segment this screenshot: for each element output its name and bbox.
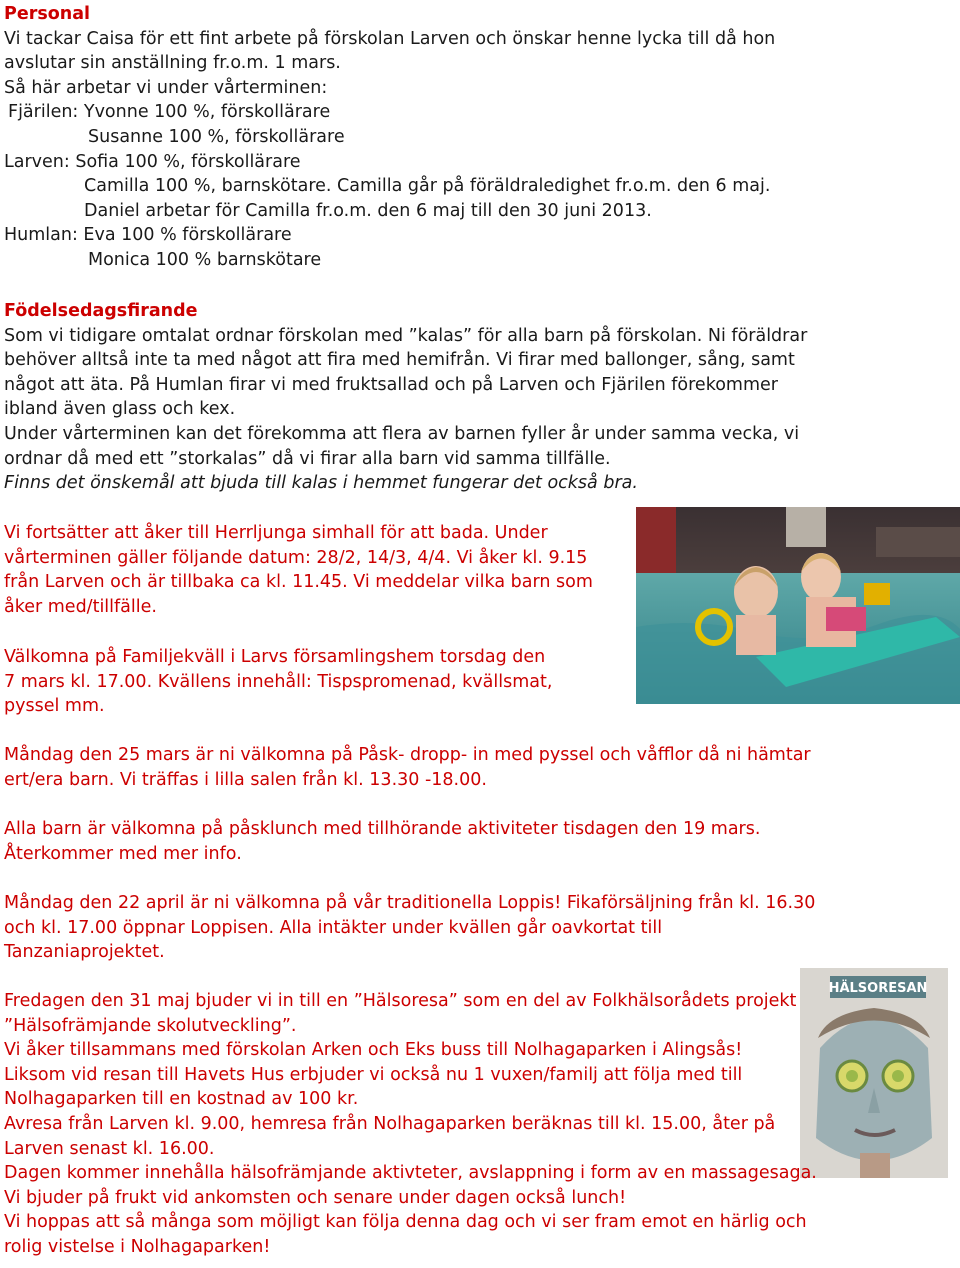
birthday-heading: Födelsedagsfirande (4, 301, 198, 321)
easter-lunch-line: Återkommer med mer info. (4, 843, 242, 864)
swim-line: vårterminen gäller följande datum: 28/2, 14/3, 4/4. Vi åker kl. 9.15 (4, 547, 588, 568)
easter-dropin-line: ert/era barn. Vi träffas i lilla salen från kl. 13.30 -18.00. (4, 769, 487, 790)
health-line: Vi bjuder på frukt vid ankomsten och senare under dagen också lunch! (4, 1187, 627, 1208)
flea-line: och kl. 17.00 öppnar Loppisen. Alla intäkter under kvällen går oavkortat till (4, 917, 663, 938)
flea-market-notice (4, 891, 815, 965)
health-line: Nolhagaparken till en kostnad av 100 kr. (4, 1089, 359, 1110)
swim-line: från Larven och är tillbaka ca kl. 11.45. Vi meddelar vilka barn som (4, 572, 593, 593)
personal-line: Larven: Sofia 100 %, förskollärare (4, 151, 301, 172)
health-line: Larven senast kl. 16.00. (4, 1138, 215, 1159)
personal-line: Monica 100 % barnskötare (88, 249, 322, 270)
health-line: ”Hälsofrämjande skolutveckling”. (4, 1015, 297, 1036)
swimming-children-photo (636, 507, 960, 704)
personal-line: Camilla 100 %, barnskötare. Camilla går på föräldraledighet fr.o.m. den 6 maj. (84, 176, 771, 197)
health-line: Liksom vid resan till Havets Hus erbjuder vi också nu 1 vuxen/familj att följa med till (4, 1064, 743, 1085)
personal-heading: Personal (4, 4, 91, 24)
health-line: rolig vistelse i Nolhagaparken! (4, 1236, 271, 1257)
birthday-line: något att äta. På Humlan firar vi med fruktsallad och på Larven och Fjärilen förekommer (4, 374, 778, 395)
birthday-line: Under vårterminen kan det förekomma att flera av barnen fyller år under samma vecka, vi (4, 423, 800, 444)
birthday-section (4, 299, 807, 496)
birthday-line: ordnar då med ett ”storkalas” då vi firar alla barn vid samma tillfälle. (4, 448, 611, 469)
family-line: 7 mars kl. 17.00. Kvällens innehåll: Tispspromenad, kvällsmat, (4, 671, 553, 692)
personal-line: Så här arbetar vi under vårterminen: (4, 77, 328, 98)
flea-line: Måndag den 22 april är ni välkomna på vår traditionella Loppis! Fikaförsäljning från kl. 16.30 (4, 893, 816, 913)
personal-line: avslutar sin anställning fr.o.m. 1 mars. (4, 53, 341, 74)
birthday-line: Som vi tidigare omtalat ordnar förskolan med ”kalas” för alla barn på förskolan. Ni föräldrar (4, 325, 808, 346)
swim-notice (4, 521, 593, 619)
halsoresan-poster (800, 968, 948, 1178)
health-line: Vi hoppas att så många som möjligt kan följa denna dag och vi ser fram emot en härlig och (4, 1212, 807, 1233)
health-line: Dagen kommer innehålla hälsofrämjande aktivteter, avslappning i form av en massagesaga. (4, 1163, 817, 1184)
swimming-photo-art (636, 507, 960, 704)
personal-section (4, 2, 775, 273)
personal-line: Vi tackar Caisa för ett fint arbete på förskolan Larven och önskar henne lycka till då hon (4, 28, 776, 49)
personal-line: Susanne 100 %, förskollärare (88, 126, 345, 147)
easter-lunch-line: Alla barn är välkomna på påsklunch med tillhörande aktiviteter tisdagen den 19 mars. (4, 819, 761, 839)
easter-dropin-notice (4, 743, 811, 792)
swim-line: åker med/tillfälle. (4, 596, 157, 617)
birthday-italic-note: Finns det önskemål att bjuda till kalas i hemmet fungerar det också bra. (4, 473, 638, 494)
birthday-line: behöver alltså inte ta med något att fira med hemifrån. Vi firar med ballonger, sång, samt (4, 350, 795, 371)
halsoresan-poster-art (800, 968, 948, 1178)
family-line: Välkomna på Familjekväll i Larvs församlingshem torsdag den (4, 647, 546, 667)
family-evening-notice (4, 645, 552, 719)
personal-line: Daniel arbetar för Camilla fr.o.m. den 6 maj till den 30 juni 2013. (84, 200, 652, 221)
easter-lunch-notice (4, 817, 760, 866)
health-trip-notice (4, 989, 817, 1260)
birthday-line: ibland även glass och kex. (4, 399, 236, 420)
flea-line: Tanzaniaprojektet. (4, 942, 165, 963)
personal-line: Humlan: Eva 100 % förskollärare (4, 225, 292, 246)
personal-line: Fjärilen: Yvonne 100 %, förskollärare (8, 102, 331, 123)
health-line: Avresa från Larven kl. 9.00, hemresa från Nolhagaparken beräknas till kl. 15.00, åter på (4, 1113, 776, 1134)
easter-dropin-line: Måndag den 25 mars är ni välkomna på Påsk- dropp- in med pyssel och våfflor då ni hämtar (4, 745, 811, 765)
health-line: Vi åker tillsammans med förskolan Arken och Eks buss till Nolhagaparken i Alingsås! (4, 1040, 743, 1061)
health-line: Fredagen den 31 maj bjuder vi in till en ”Hälsoresa” som en del av Folkhälsorådets projekt (4, 991, 797, 1011)
poster-title: HÄLSORESAN (828, 981, 928, 996)
family-line: pyssel mm. (4, 696, 105, 717)
swim-line: Vi fortsätter att åker till Herrljunga simhall för att bada. Under (4, 523, 548, 543)
